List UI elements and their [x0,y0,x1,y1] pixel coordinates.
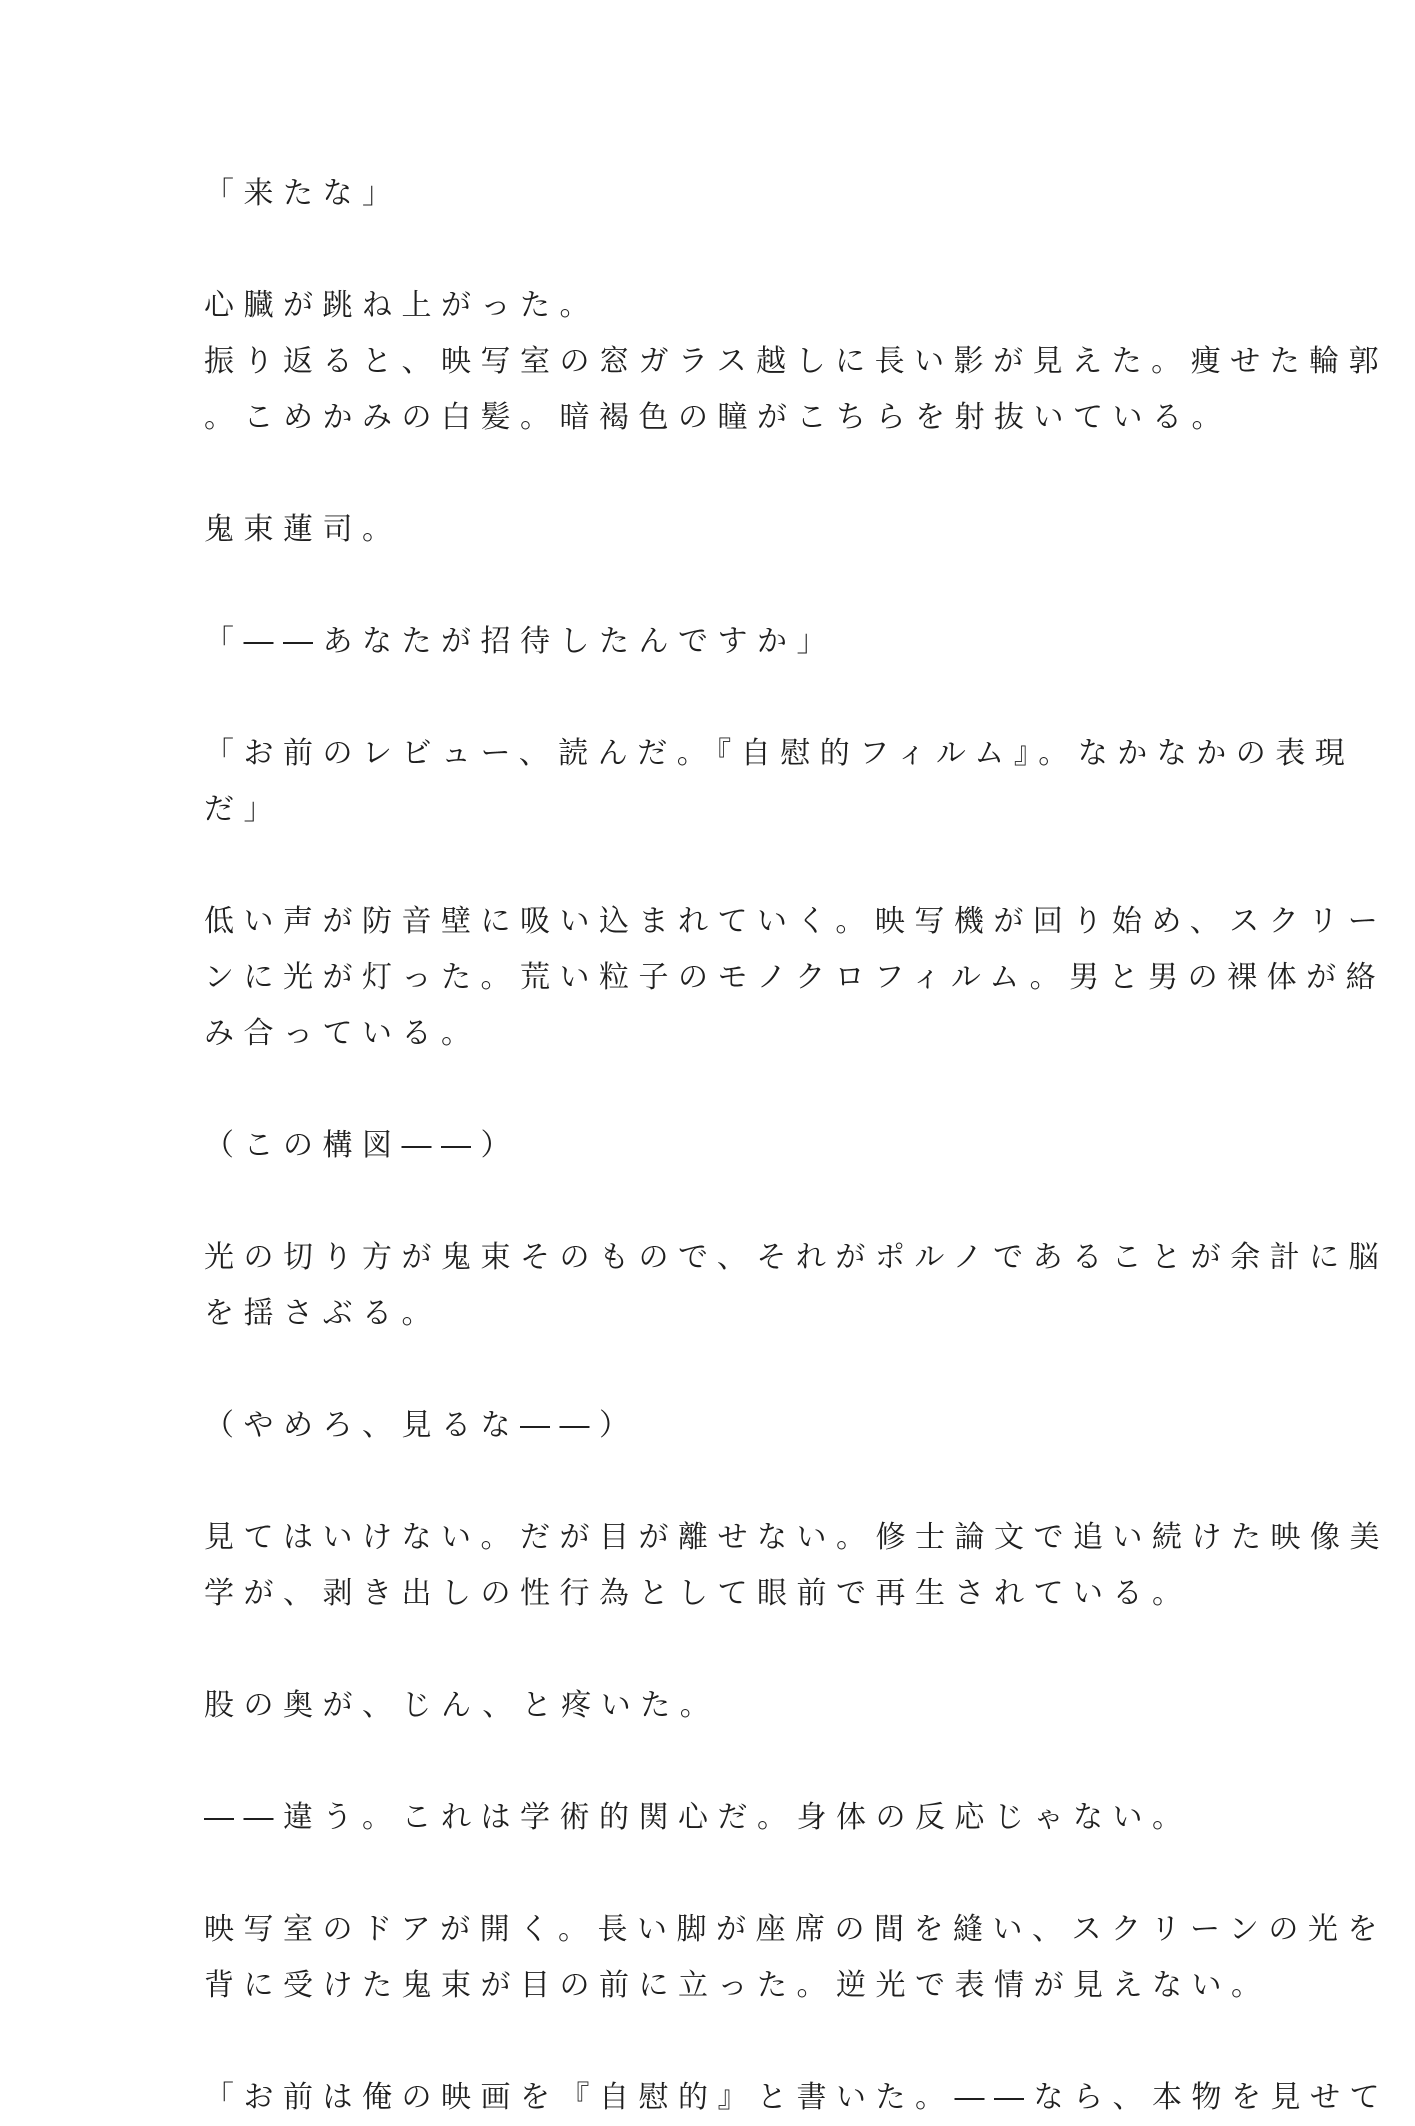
text-line: 心臓が跳ね上がった。 [204,288,599,323]
paragraph-gap [204,1342,1194,1398]
paragraph-gap [204,222,1194,278]
text-line: 「来たな」 [204,176,402,211]
paragraph [204,726,1355,838]
paragraph [204,894,1388,1062]
paragraph-gap [204,838,1194,894]
paragraph [204,2070,1389,2126]
text-line: 映写室のドアが開く。長い脚が座席の間を縫い、スクリーンの光を [204,1912,1387,1947]
document-page [204,166,1389,2126]
paragraph [204,1510,1389,1622]
paragraph [204,1902,1387,2014]
paragraph-gap [204,2014,1194,2070]
text-line: （やめろ、見るな――） [204,1408,639,1443]
text-line: 「お前は俺の映画を『自慰的』と書いた。――なら、本物を見せて [204,2080,1389,2115]
text-line: を揺さぶる。 [204,1296,441,1331]
paragraph [204,1398,1194,1454]
paragraph-gap [204,446,1194,502]
paragraph [204,278,1389,446]
paragraph-gap [204,1454,1194,1510]
paragraph-gap [204,558,1194,614]
paragraph [204,502,1194,558]
text-line: ンに光が灯った。荒い粒子のモノクロフィルム。男と男の裸体が絡 [204,960,1386,995]
paragraph [204,166,1194,222]
text-line: ――違う。これは学術的関心だ。身体の反応じゃない。 [204,1800,1192,1835]
text-line: 低い声が防音壁に吸い込まれていく。映写機が回り始め、スクリー [204,904,1388,939]
paragraph-gap [204,670,1194,726]
paragraph [204,1790,1194,1846]
paragraph [204,1230,1389,1342]
text-line: 股の奥が、じん、と疼いた。 [204,1688,720,1723]
text-line: 鬼束蓮司。 [204,512,402,547]
text-line: 。こめかみの白髪。暗褐色の瞳がこちらを射抜いている。 [204,400,1231,435]
text-line: （この構図――） [204,1128,520,1163]
paragraph [204,1118,1194,1174]
paragraph-gap [204,1846,1194,1902]
text-line: 光の切り方が鬼束そのもので、それがポルノであることが余計に脳 [204,1240,1389,1275]
text-line: 「お前のレビュー、読んだ。『自慰的フィルム』。なかなかの表現 [204,736,1355,771]
text-line: み合っている。 [204,1016,481,1051]
paragraph [204,614,1194,670]
text-line: 背に受けた鬼束が目の前に立った。逆光で表情が見えない。 [204,1968,1271,2003]
text-line: 振り返ると、映写室の窓ガラス越しに長い影が見えた。痩せた輪郭 [204,344,1389,379]
paragraph-gap [204,1734,1194,1790]
paragraph-gap [204,1622,1194,1678]
text-line: 「――あなたが招待したんですか」 [204,624,836,659]
text-line: だ」 [204,792,283,827]
paragraph-gap [204,1062,1194,1118]
paragraph [204,1678,1194,1734]
text-line: 見てはいけない。だが目が離せない。修士論文で追い続けた映像美 [204,1520,1389,1555]
paragraph-gap [204,1174,1194,1230]
text-line: 学が、剥き出しの性行為として眼前で再生されている。 [204,1576,1192,1611]
